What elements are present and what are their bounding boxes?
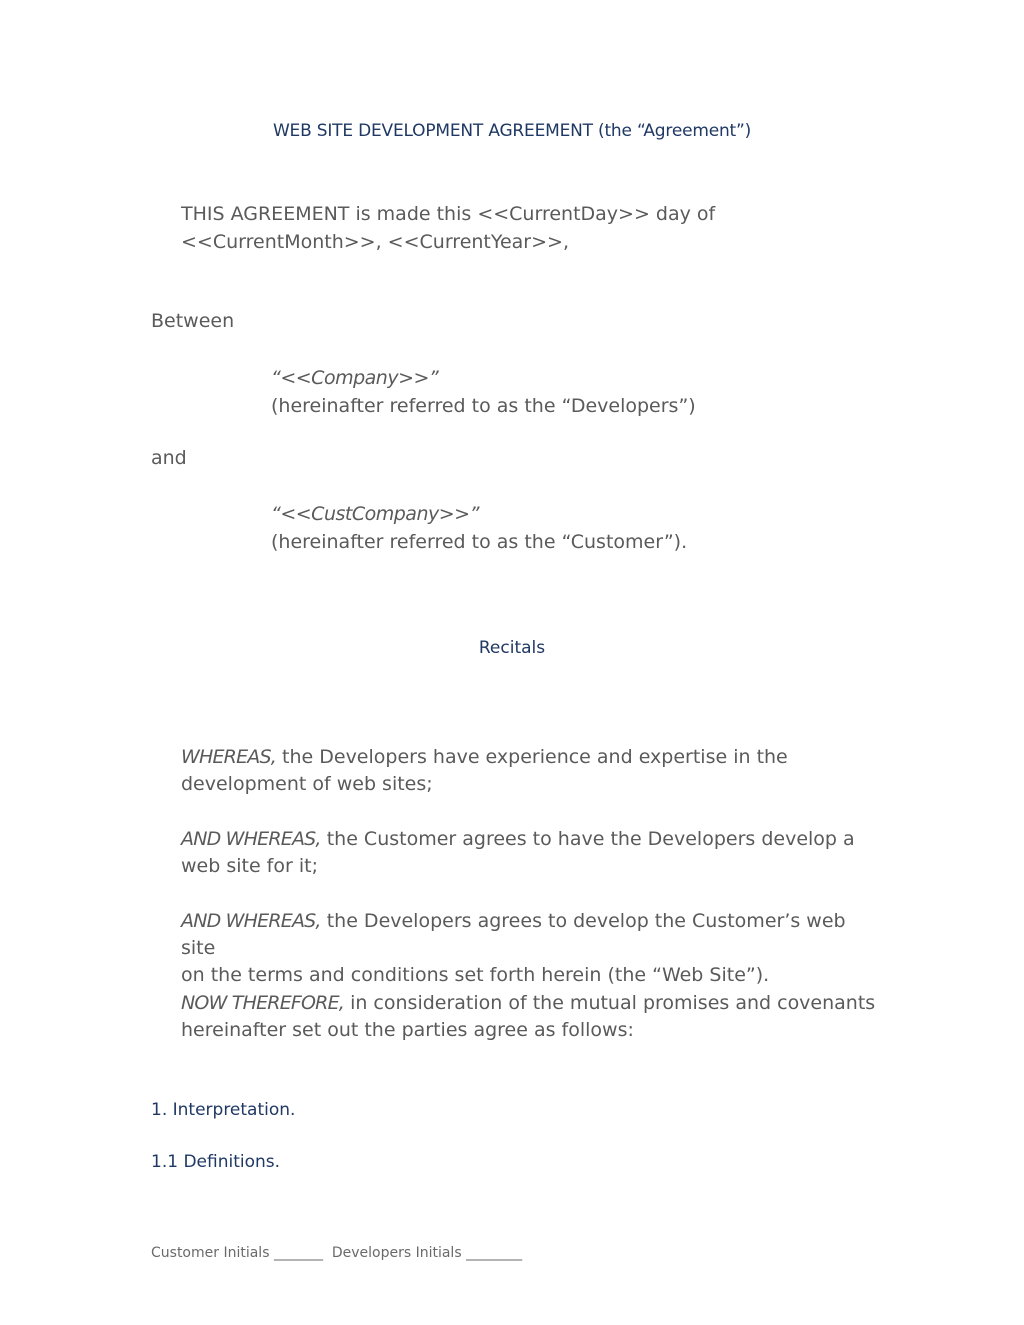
- clause-definitions-heading: 1.1 Definitions.: [151, 1152, 281, 1172]
- recital-paragraph: [181, 990, 881, 1044]
- recital-line: on the terms and conditions set forth herein (the “Web Site”).: [181, 964, 770, 986]
- document-title: WEB SITE DEVELOPMENT AGREEMENT (the “Agreement”): [272, 121, 752, 141]
- party-customer-reference: (hereinafter referred to as the “Customer”).: [271, 531, 688, 553]
- recital-line: [181, 826, 881, 853]
- recital-lead: NOW THEREFORE,: [181, 992, 345, 1014]
- between-label: Between: [151, 310, 235, 332]
- recital-paragraph: [181, 908, 881, 989]
- intro-line-2: <<CurrentMonth>>, <<CurrentYear>>,: [181, 231, 569, 253]
- recital-line: development of web sites;: [181, 773, 433, 795]
- intro-line-1: THIS AGREEMENT is made this <<CurrentDay>> day of: [181, 203, 716, 225]
- clause-interpretation-heading: 1. Interpretation.: [151, 1100, 296, 1120]
- recital-line: web site for it;: [181, 855, 318, 877]
- party-customer: [271, 500, 687, 556]
- recital-lead: AND WHEREAS,: [181, 828, 321, 850]
- party-customer-name: “<<CustCompany>>”: [271, 503, 479, 525]
- recital-line: [181, 908, 881, 962]
- recital-line: hereinafter set out the parties agree as follows:: [181, 1019, 634, 1041]
- recital-text: the Developers agrees to develop the Customer’s web site: [181, 910, 846, 959]
- party-developers: [271, 364, 696, 420]
- initials-footer: Customer Initials _______ Developers Initials ________: [151, 1245, 523, 1261]
- party-developers-reference: (hereinafter referred to as the “Developers”): [271, 395, 696, 417]
- recital-paragraph: [181, 744, 881, 798]
- recital-text: the Developers have experience and expertise in the: [275, 746, 788, 768]
- party-developers-name: “<<Company>>”: [271, 367, 439, 389]
- recital-paragraph: [181, 826, 881, 880]
- and-label: and: [151, 447, 187, 469]
- recital-text: the Customer agrees to have the Developers develop a: [320, 828, 855, 850]
- recital-text: in consideration of the mutual promises and covenants: [344, 992, 876, 1014]
- recitals-heading: Recitals: [478, 638, 546, 658]
- recital-line: [181, 990, 881, 1017]
- agreement-intro: [181, 200, 741, 256]
- recital-line: [181, 744, 881, 771]
- recital-lead: WHEREAS,: [181, 746, 276, 768]
- recital-lead: AND WHEREAS,: [181, 910, 321, 932]
